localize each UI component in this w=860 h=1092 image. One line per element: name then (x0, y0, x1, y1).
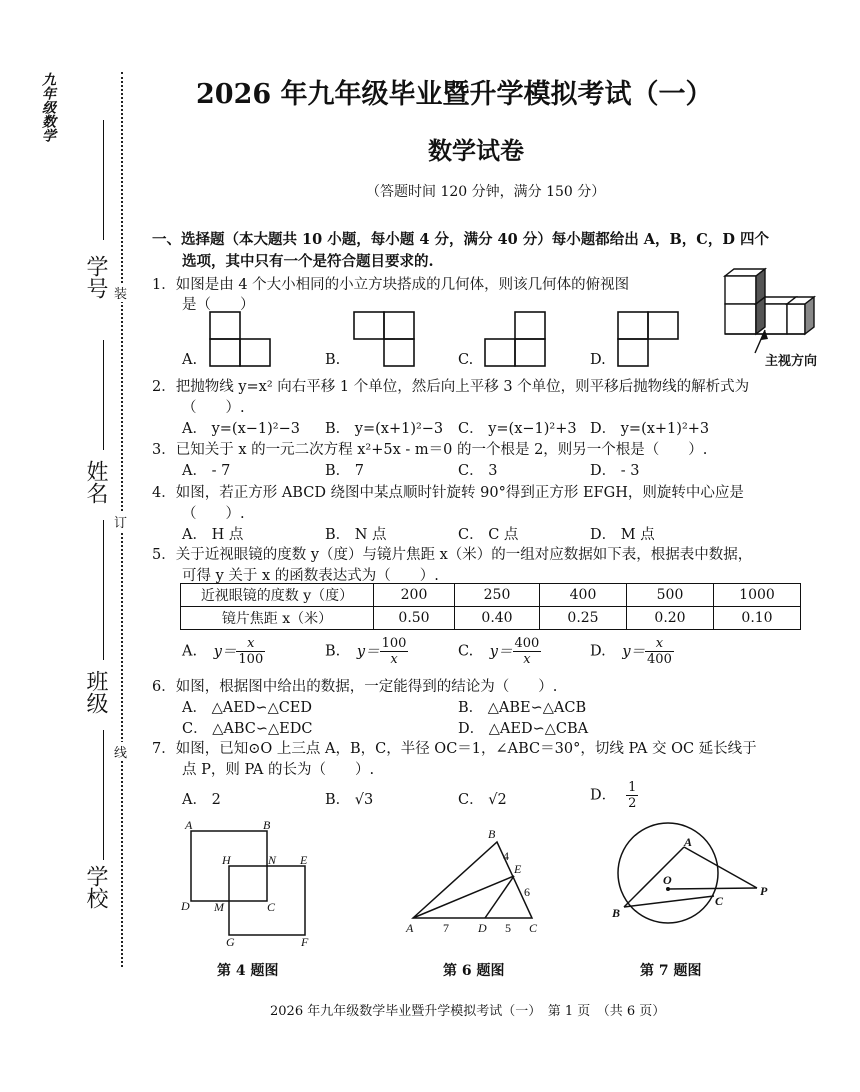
q7-opt-value: √2 (488, 792, 507, 808)
fig7-label: C (715, 894, 724, 908)
q5-opt-lhs: y＝ (489, 643, 513, 660)
q2-stem: 2．把抛物线 y=x² 向右平移 1 个单位，然后向上平移 3 个单位，则平移后抛物线的解析式为 (152, 379, 750, 395)
fig6-label: 6 (524, 885, 530, 899)
q4-option-a[interactable]: A． H 点 (182, 527, 244, 543)
table-cell: 200 (374, 584, 455, 607)
q3-option-b[interactable]: B． 7 (325, 463, 364, 479)
binding-mark-xian: 线 (114, 742, 127, 761)
fig6-label: 7 (443, 921, 449, 935)
table-cell: 1000 (714, 584, 801, 607)
table-cell: 500 (627, 584, 714, 607)
q5-opt-label: B. (325, 643, 341, 660)
q2-option-c[interactable]: C． y=(x−1)²+3 (458, 421, 577, 437)
fig7-label: A (684, 835, 693, 849)
fig7-label: P (760, 884, 768, 898)
fig4-label: D (181, 899, 190, 913)
q1-stem: 1．如图是由 4 个大小相同的小立方块搭成的几何体，则该几何体的俯视图 (152, 277, 630, 293)
fig6-caption: 第 6 题图 (443, 963, 505, 979)
q5-opt-lhs: y＝ (356, 643, 380, 660)
table-header-cell: 镜片焦距 x（米） (181, 607, 374, 630)
q6-option-a[interactable]: A． △AED∽△CED (182, 700, 313, 716)
table-cell: 250 (455, 584, 540, 607)
q1-option-b[interactable]: B. (325, 352, 341, 368)
q6-option-b[interactable]: B． △ABE∽△ACB (458, 700, 587, 716)
q1-option-a[interactable]: A. (182, 352, 198, 368)
q1-option-d[interactable]: D. (590, 352, 606, 368)
binding-mark-zhuang: 装 (114, 283, 127, 302)
fraction-denominator: x (390, 652, 398, 667)
page-footer: 2026 年九年级数学毕业暨升学模拟考试（一） 第 1 页 （共 6 页） (270, 1004, 666, 1019)
q1-option-c[interactable]: C. (458, 352, 474, 368)
exam-note: （答题时间 120 分钟，满分 150 分） (366, 184, 606, 200)
table-cell: 0.20 (627, 607, 714, 630)
fig4-labels (180, 818, 309, 949)
exam-subtitle: 数学试卷 (428, 136, 524, 165)
table-cell: 400 (540, 584, 627, 607)
q3-stem: 3．已知关于 x 的一元二次方程 x²+5x - m＝0 的一个根是 2，则另一个根是（ ）. (152, 442, 708, 458)
fraction-denominator: 100 (238, 652, 264, 667)
q4-stem: 4．如图，若正方形 ABCD 绕图中某点顺时针旋转 90°得到正方形 EFGH，则旋转中心应是 (152, 485, 744, 501)
table-cell: 0.40 (455, 607, 540, 630)
fig6-label: D (478, 921, 487, 935)
table-cell: 0.25 (540, 607, 627, 630)
fig4-squares (191, 831, 305, 935)
fig7-labels (611, 835, 768, 920)
q1-stem-cont: 是（ ） (182, 297, 255, 313)
margin-caption: 九年级数学 (40, 72, 56, 142)
q5-opt-label: C. (458, 643, 474, 660)
fig6-label: B (488, 827, 496, 841)
label-school: 学校 (83, 865, 108, 909)
label-class: 班级 (83, 670, 108, 714)
q5-opt-lhs: y＝ (213, 643, 237, 660)
q3-option-c[interactable]: C． 3 (458, 463, 498, 479)
label-name: 姓名 (83, 460, 108, 504)
table-header-cell: 近视眼镜的度数 y（度） (181, 584, 374, 607)
q7-opt-value: √3 (354, 792, 374, 808)
fraction-denominator: x (523, 652, 531, 667)
fraction-denominator: 2 (628, 796, 637, 811)
fig6-labels (405, 827, 538, 935)
q6-option-c[interactable]: C． △ABC∽△EDC (182, 721, 313, 737)
q5-stem-cont: 可得 y 关于 x 的函数表达式为（ ）. (182, 568, 439, 584)
section1-heading: 一、选择题（本大题共 10 小题，每小题 4 分，满分 40 分）每小题都给出 A，B，C，D 四个 (152, 231, 769, 248)
fig4-label: C (267, 900, 276, 914)
fig6-triangle (413, 842, 532, 918)
fig6-label: A (406, 921, 414, 935)
fig6-label: E (514, 862, 522, 876)
q5-stem: 5．关于近视眼镜的度数 y（度）与镜片焦距 x（米）的一组对应数据如下表，根据表中数据， (152, 547, 753, 563)
fig4-label: G (226, 935, 235, 949)
fraction-numerator: x (236, 636, 265, 652)
fig6-label: 4 (503, 849, 509, 863)
fraction-denominator: 400 (647, 652, 672, 667)
q7-opt-label: B． (325, 792, 351, 808)
q3-option-d[interactable]: D． - 3 (590, 463, 640, 479)
fig6-label: C (529, 921, 538, 935)
q7-stem-cont: 点 P，则 PA 的长为（ ）. (182, 762, 375, 778)
q4-option-b[interactable]: B． N 点 (325, 527, 387, 543)
fig4-label: N (268, 853, 277, 867)
table-cell: 0.50 (374, 607, 455, 630)
fraction-numerator: 100 (381, 636, 407, 651)
q3-option-a[interactable]: A． - 7 (182, 463, 231, 479)
fig7-center-dot (666, 887, 670, 891)
q2-option-b[interactable]: B． y=(x+1)²−3 (325, 421, 444, 437)
fig4-label: F (301, 935, 309, 949)
fig4-label: H (222, 853, 231, 867)
q7-opt-label: D． (590, 787, 617, 804)
q4-option-d[interactable]: D． M 点 (590, 527, 655, 543)
fig4-label: A (185, 818, 193, 832)
q6-stem: 6．如图，根据图中给出的数据，一定能得到的结论为（ ）. (152, 679, 558, 695)
fig4-label: M (214, 900, 224, 914)
section1-heading-cont: 选项，其中只有一个是符合题目要求的. (182, 253, 434, 270)
q7-opt-label: C． (458, 792, 484, 808)
q7-option-a[interactable]: A． 2 (182, 792, 221, 808)
fraction-numerator: 1 (628, 780, 637, 795)
fig4-caption: 第 4 题图 (217, 963, 279, 979)
exam-title: 2026 年九年级毕业暨升学模拟考试（一） (196, 79, 713, 110)
q2-option-a[interactable]: A． y=(x−1)²−3 (182, 421, 300, 437)
q1-view-direction-label: 主视方向 (765, 354, 818, 369)
fig7-caption: 第 7 题图 (640, 963, 702, 979)
q4-stem-cont: （ ）. (182, 506, 245, 522)
fig4-label: E (300, 853, 308, 867)
fraction-numerator: 400 (514, 636, 540, 651)
fraction-numerator: x (645, 636, 674, 652)
q4-option-c[interactable]: C． C 点 (458, 527, 519, 543)
table-cell: 0.10 (714, 607, 801, 630)
q5-opt-label: A. (182, 643, 198, 660)
fig6-label: 5 (505, 921, 511, 935)
q5-opt-lhs: y＝ (622, 643, 646, 660)
fig7-label: B (612, 906, 621, 920)
fig4-label: B (263, 818, 271, 832)
fig7-label: O (663, 873, 672, 887)
q6-option-d[interactable]: D． △AED∽△CBA (458, 721, 589, 737)
q2-option-d[interactable]: D． y=(x+1)²+3 (590, 421, 710, 437)
binding-mark-ding: 订 (114, 512, 127, 531)
q5-opt-label: D. (590, 643, 606, 660)
q7-stem: 7．如图，已知⊙O 上三点 A，B，C，半径 OC＝1，∠ABC＝30°，切线 PA 交 OC 延长线于 (152, 741, 757, 757)
label-student-number: 学号 (83, 255, 108, 299)
q2-stem-cont: （ ）. (182, 400, 245, 416)
